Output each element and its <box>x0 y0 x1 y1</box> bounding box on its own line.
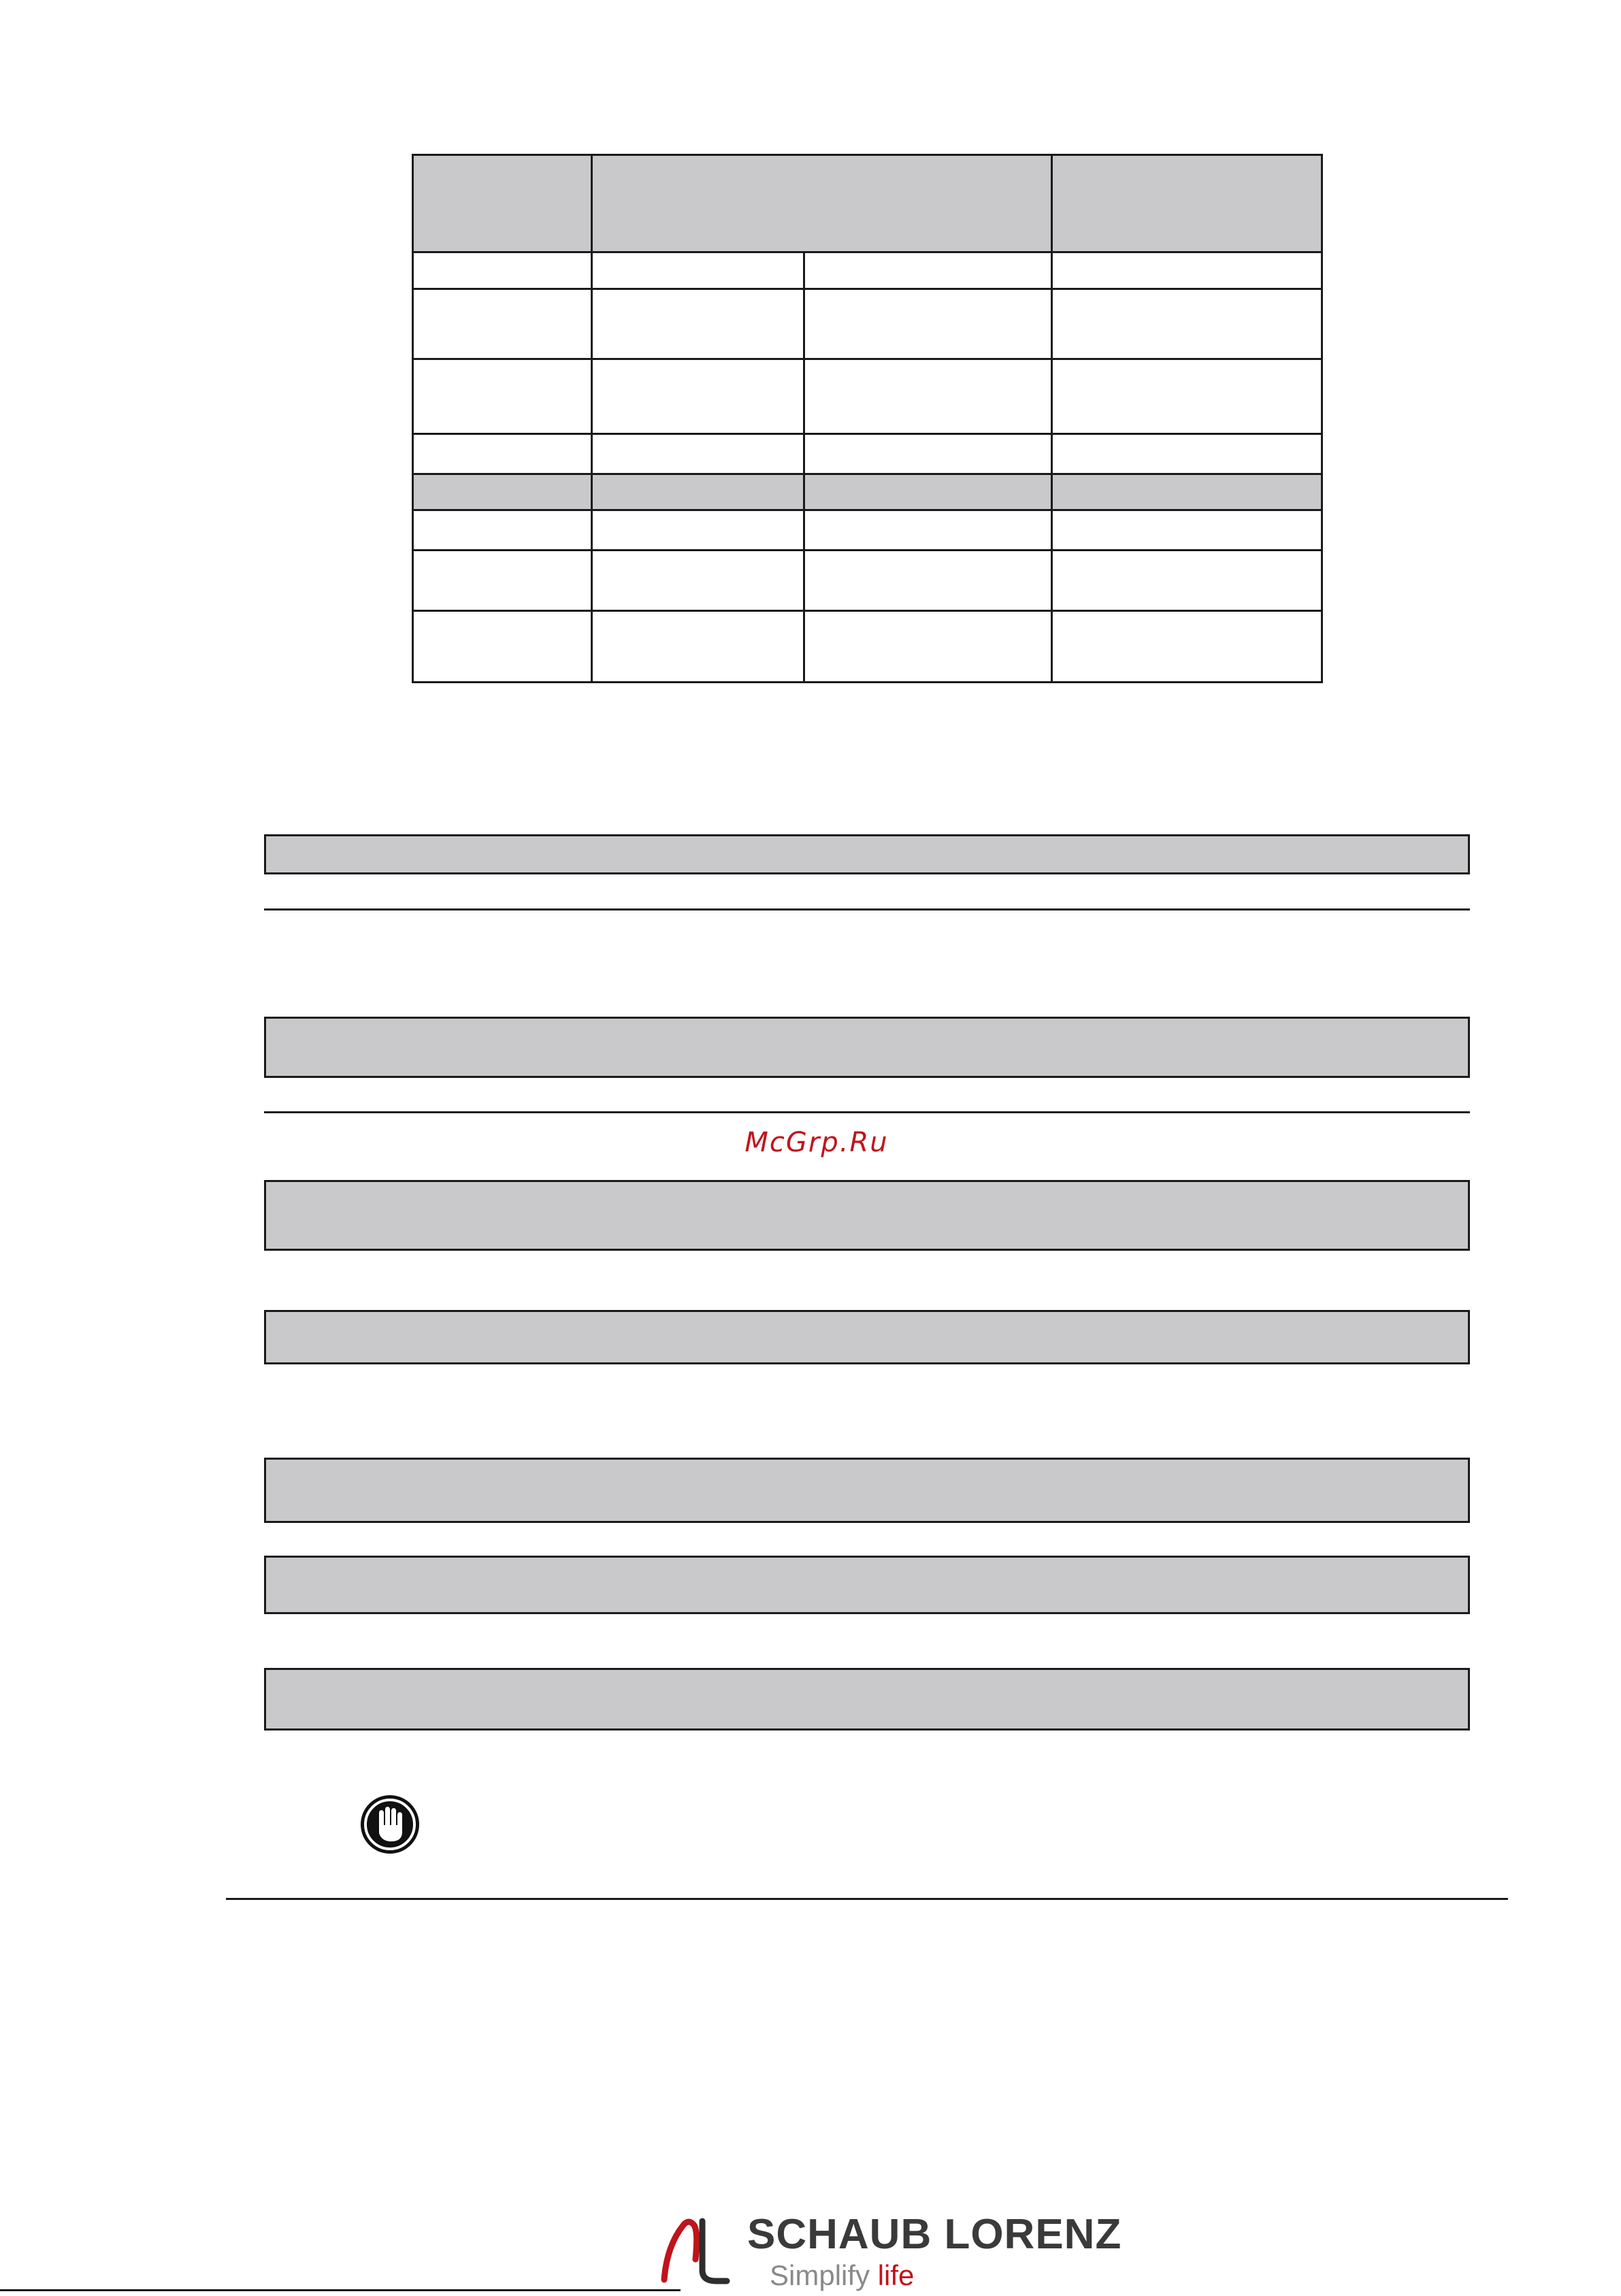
info-box-4 <box>264 1310 1470 1364</box>
brand-mark-icon <box>659 2205 734 2293</box>
brand-tagline-accent: life <box>877 2259 915 2291</box>
spec-table <box>412 154 1323 683</box>
watermark-text: McGrp.Ru <box>744 1127 889 1158</box>
table-row-divider <box>414 509 1321 511</box>
table-row-divider <box>414 358 1321 360</box>
info-box-6 <box>264 1556 1470 1614</box>
table-col-divider <box>803 251 805 681</box>
table-header-row <box>414 156 1321 253</box>
section-rule <box>264 1111 1470 1113</box>
footer-rule <box>226 1898 1508 1900</box>
info-box-7 <box>264 1668 1470 1731</box>
brand-logo <box>659 2205 1122 2293</box>
table-row-divider <box>414 549 1321 551</box>
table-shaded-row <box>414 473 1321 509</box>
table-row-divider <box>414 288 1321 290</box>
table-row-divider <box>414 610 1321 612</box>
info-box-1 <box>264 834 1470 874</box>
brand-tagline <box>770 2259 914 2292</box>
section-rule <box>264 908 1470 911</box>
table-col-divider <box>1051 156 1053 681</box>
page-edge-line <box>0 2289 681 2291</box>
table-row-divider <box>414 473 1321 475</box>
table-col-divider <box>591 156 593 681</box>
info-box-2 <box>264 1017 1470 1078</box>
stop-hand-icon <box>359 1794 421 1855</box>
brand-name: SCHAUB LORENZ <box>747 2211 1122 2258</box>
info-box-5 <box>264 1458 1470 1523</box>
brand-tagline-prefix: Simplify <box>770 2259 870 2291</box>
table-row-divider <box>414 251 1321 253</box>
info-box-3 <box>264 1180 1470 1251</box>
table-row-divider <box>414 433 1321 435</box>
